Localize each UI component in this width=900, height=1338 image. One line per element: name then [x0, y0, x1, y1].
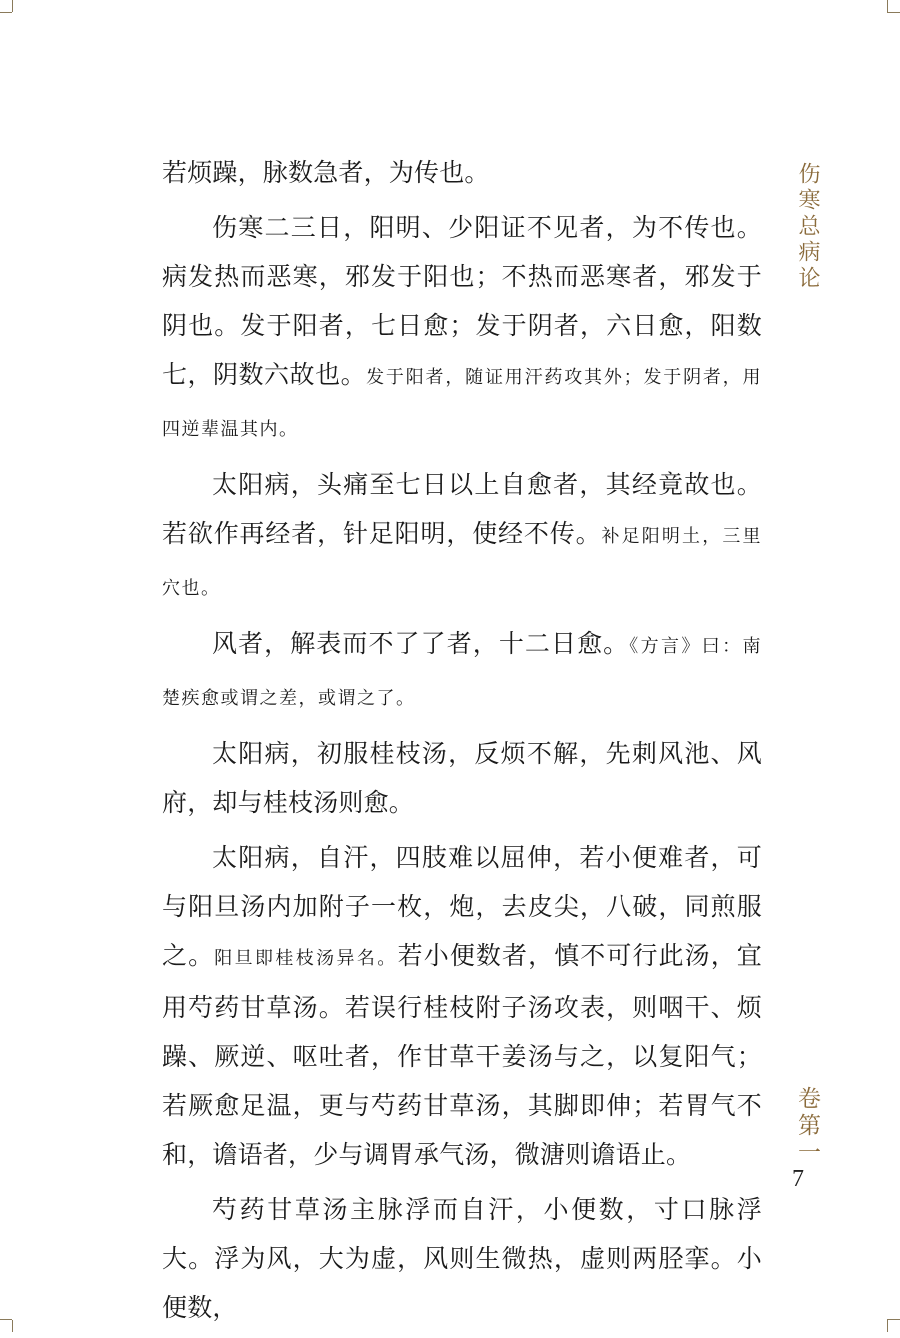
- crop-mark-bottom-right-v: [887, 1320, 888, 1332]
- main-text: [162, 148, 762, 1338]
- volume-label: 卷第一: [794, 1086, 820, 1167]
- running-head: 伤寒总病论: [795, 162, 820, 292]
- crop-mark-bottom-left-h: [0, 1319, 12, 1320]
- page-number: 7: [792, 1166, 804, 1192]
- paragraph-6: [162, 833, 762, 1179]
- paragraph-4-note: 《方言》曰：南楚疾愈或谓之差，或谓之了。: [162, 636, 763, 709]
- paragraph-6-main: 太阳病，自汗，四肢难以屈伸，若小便难者，可与阳旦汤内加附子一枚，炮，去皮尖，八破，同煎服之。: [162, 843, 762, 970]
- paragraph-1-main: 若烦躁，脉数急者，为传也。: [162, 158, 490, 187]
- paragraph-7-main: 芍药甘草汤主脉浮而自汗，小便数，寸口脉浮大。浮为风，大为虚，风则生微热，虚则两胫挛。小便数，: [162, 1195, 762, 1322]
- paragraph-4: [162, 619, 762, 723]
- paragraph-5: [162, 729, 762, 827]
- paragraph-1: [162, 148, 762, 197]
- paragraph-2: [162, 203, 762, 454]
- crop-mark-top-left-v: [12, 0, 13, 12]
- crop-mark-top-left-h: [0, 12, 12, 13]
- crop-mark-bottom-right-h: [887, 1319, 900, 1320]
- crop-mark-bottom-left-v: [12, 1320, 13, 1332]
- paragraph-5-main: 太阳病，初服桂枝汤，反烦不解，先刺风池、风府，却与桂枝汤则愈。: [162, 739, 762, 817]
- paragraph-6-note: 阳旦即桂枝汤异名。: [214, 948, 398, 969]
- paragraph-3-main: 太阳病，头痛至七日以上自愈者，其经竟故也。若欲作再经者，针足阳明，使经不传。: [162, 470, 762, 548]
- paragraph-7: [162, 1185, 762, 1332]
- paragraph-6-tail: 若小便数者，慎不可行此汤，宜用芍药甘草汤。若误行桂枝附子汤攻表，则咽干、烦躁、厥逆、呕吐者，作甘草干姜汤与之，以复阳气；若厥愈足温，更与芍药甘草汤，其脚即伸；若胃气不和，谵语者，少与调胃承气汤，微溏则谵语止。: [162, 941, 763, 1169]
- crop-mark-top-right-v: [887, 0, 888, 12]
- paragraph-4-main: 风者，解表而不了了者，十二日愈。: [212, 629, 630, 658]
- paragraph-3-note: 补足阳明土，三里穴也。: [162, 526, 763, 599]
- paragraph-3: [162, 460, 762, 613]
- paragraph-2-main: 伤寒二三日，阳明、少阳证不见者，为不传也。病发热而恶寒，邪发于阳也；不热而恶寒者，邪发于阴也。发于阳者，七日愈；发于阴者，六日愈，阳数七，阴数六故也。: [162, 213, 762, 389]
- paragraph-2-note: 发于阳者，随证用汗药攻其外；发于阴者，用四逆辈温其内。: [162, 367, 762, 440]
- crop-mark-top-right-h: [887, 12, 900, 13]
